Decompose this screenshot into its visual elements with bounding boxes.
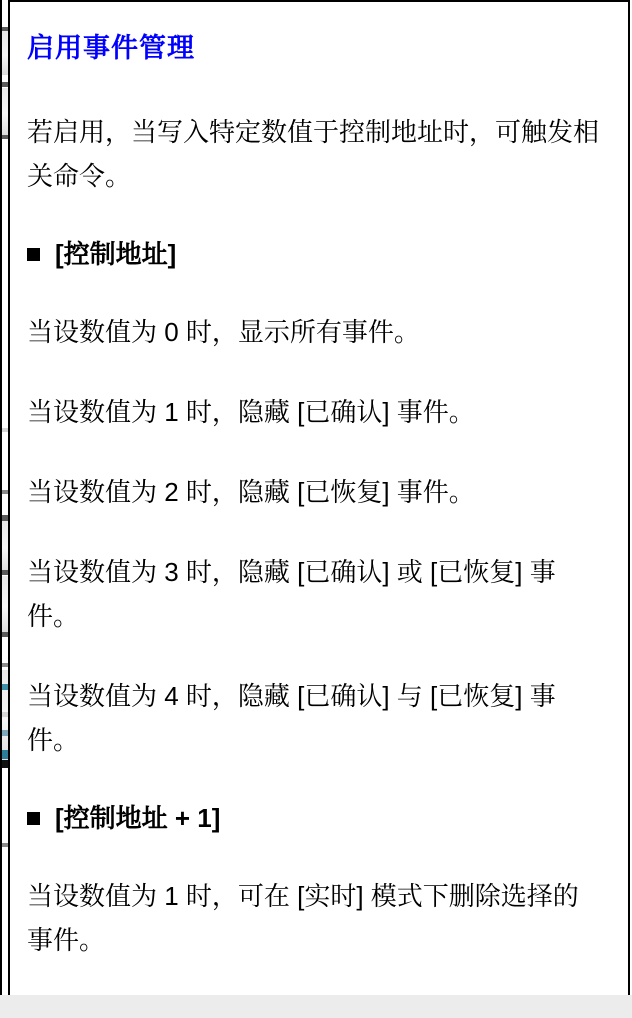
- paragraph-line: 当设数值为 0 时，显示所有事件。: [27, 317, 420, 347]
- paragraph-line: 件。: [27, 601, 80, 631]
- help-content-pane[interactable]: [8, 0, 630, 995]
- bottom-status-bar: [0, 995, 632, 1018]
- value-1-paragraph: [27, 390, 612, 434]
- paragraph-line: 关命令。: [27, 161, 132, 191]
- value-0-paragraph: [27, 310, 612, 354]
- value-3-paragraph: [27, 550, 612, 638]
- page-title: 启用事件管理: [27, 33, 195, 63]
- paragraph-line: 当设数值为 2 时，隐藏 [已恢复] 事件。: [27, 477, 475, 507]
- square-bullet-icon: [27, 812, 40, 825]
- value-4-paragraph: [27, 674, 612, 762]
- section-heading-label: [控制地址 + 1]: [55, 803, 221, 833]
- paragraph-line: 件。: [27, 725, 80, 755]
- paragraph-line: 事件。: [27, 925, 106, 955]
- section-heading-label: [控制地址]: [55, 239, 177, 269]
- section-heading-control-address: [27, 234, 612, 274]
- control-address-plus-1-value-1-paragraph: [27, 874, 612, 962]
- paragraph-line: 当设数值为 3 时，隐藏 [已确认] 或 [已恢复] 事: [27, 557, 556, 587]
- paragraph-line: 当设数值为 4 时，隐藏 [已确认] 与 [已恢复] 事: [27, 681, 556, 711]
- square-bullet-icon: [27, 248, 40, 261]
- section-heading-control-address-plus-1: [27, 798, 612, 838]
- intro-paragraph: [27, 110, 612, 198]
- paragraph-line: 若启用，当写入特定数值于控制地址时，可触发相: [27, 117, 600, 147]
- paragraph-line: 当设数值为 1 时，隐藏 [已确认] 事件。: [27, 397, 475, 427]
- paragraph-line: 当设数值为 1 时，可在 [实时] 模式下删除选择的: [27, 881, 579, 911]
- value-2-paragraph: [27, 470, 612, 514]
